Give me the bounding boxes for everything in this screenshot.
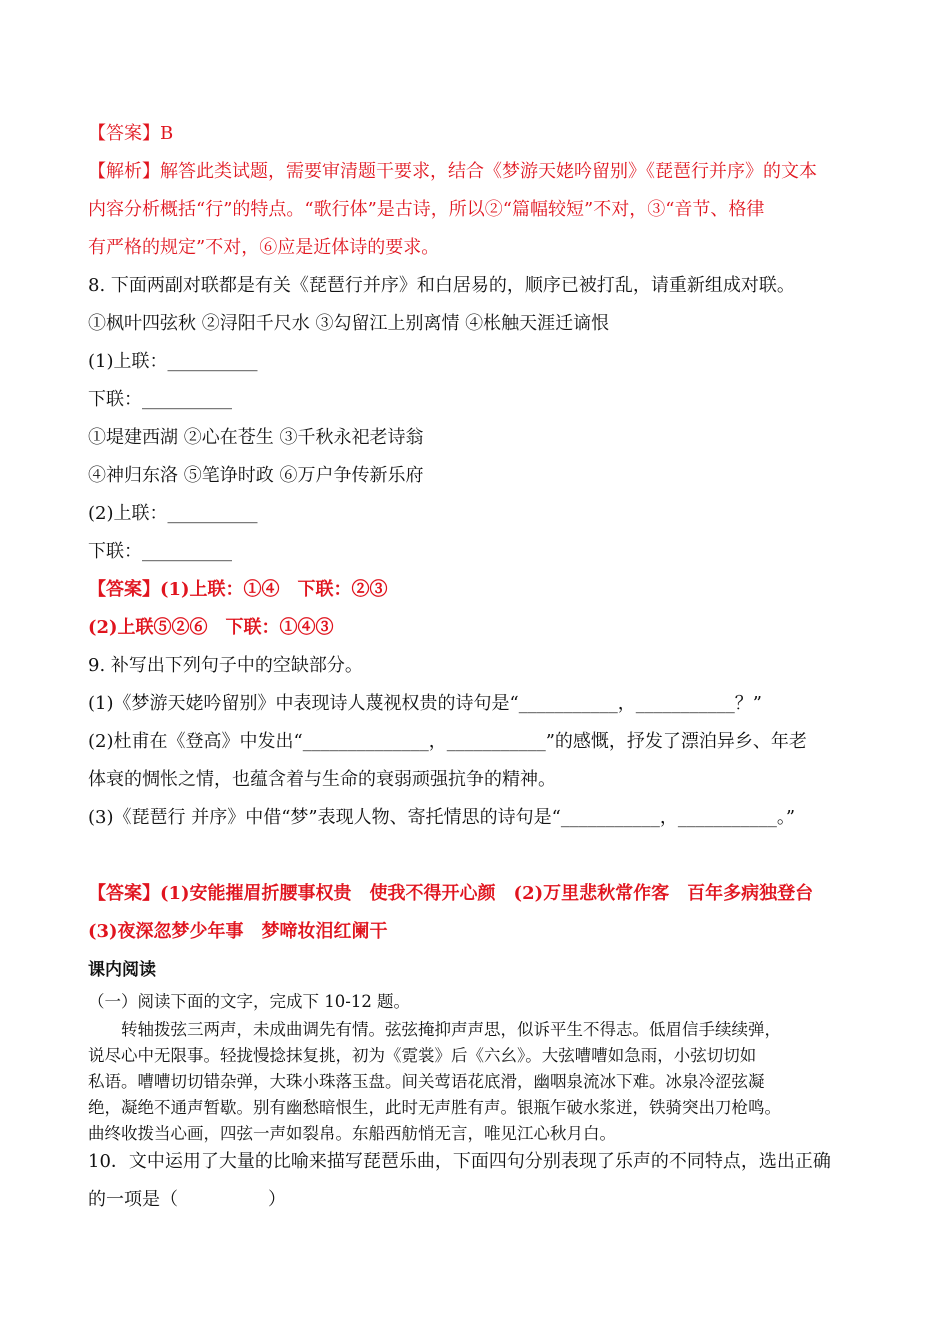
q9-item-3: (3)《琵琶行 并序》中借“梦”表现人物、寄托情思的诗句是“___________，___________。” [88,807,796,828]
q9-stem: 9. 补写出下列句子中的空缺部分。 [88,655,363,676]
q7-answer: 【答案】B [88,123,174,144]
q8-set2-lower-blank: 下联：__________ [88,541,232,562]
q9-answer-2: (3)夜深忽梦少年事 梦啼妆泪红阑干 [88,921,388,942]
q8-answer-2: (2)上联⑤②⑥ 下联：①④③ [88,617,334,638]
q10-stem-line-1: 10．文中运用了大量的比喻来描写琵琶乐曲，下面四句分别表现了乐声的不同特点，选出正确 [88,1151,831,1172]
q8-set1-upper-blank: (1)上联：__________ [88,351,258,372]
q10-stem-line-2: 的一项是（ ） [88,1189,286,1210]
q9-item-1: (1)《梦游天姥吟留别》中表现诗人蔑视权贵的诗句是“___________，___________？” [88,693,762,714]
q8-set1-options: ①枫叶四弦秋 ②浔阳千尺水 ③勾留江上别离情 ④枨触天涯迁谪恨 [88,313,610,334]
passage-line-2: 说尽心中无限事。轻拢慢捻抹复挑，初为《霓裳》后《六幺》。大弦嘈嘈如急雨，小弦切切如 [88,1046,757,1065]
q9-answer-1: 【答案】(1)安能摧眉折腰事权贵 使我不得开心颜 (2)万里悲秋常作客 百年多病独登台 [88,883,814,904]
q8-set2-upper-blank: (2)上联：__________ [88,503,258,524]
reading-intro: （一）阅读下面的文字，完成下 10-12 题。 [88,992,411,1011]
q8-set2-options-a: ①堤建西湖 ②心在苍生 ③千秋永祀老诗翁 [88,427,424,448]
q8-stem: 8. 下面两副对联都是有关《琵琶行并序》和白居易的，顺序已被打乱，请重新组成对联。 [88,275,795,296]
passage-line-5: 曲终收拨当心画，四弦一声如裂帛。东船西舫悄无言，唯见江心秋月白。 [88,1124,616,1143]
q8-set1-lower-blank: 下联：__________ [88,389,232,410]
q8-answer-1: 【答案】(1)上联：①④ 下联：②③ [88,579,388,600]
reading-heading: 课内阅读 [88,960,156,980]
q7-analysis-line-2: 内容分析概括“行”的特点。“歌行体”是古诗，所以②“篇幅较短”不对，③“音节、格律 [88,199,765,220]
passage-line-3: 私语。嘈嘈切切错杂弹，大珠小珠落玉盘。间关莺语花底滑，幽咽泉流冰下难。冰泉冷涩弦凝 [88,1072,765,1091]
passage-line-1: 转轴拨弦三两声，未成曲调先有情。弦弦掩抑声声思，似诉平生不得志。低眉信手续续弹， [88,1020,781,1039]
passage-line-4: 绝，凝绝不通声暂歇。别有幽愁暗恨生，此时无声胜有声。银瓶乍破水浆迸，铁骑突出刀枪鸣。 [88,1098,781,1117]
q9-item-2b: 体衰的惆怅之情，也蕴含着与生命的衰弱顽强抗争的精神。 [88,769,556,790]
q9-item-2a: (2)杜甫在《登高》中发出“______________，___________”的感慨，抒发了漂泊异乡、年老 [88,731,807,752]
q7-analysis-line-1: 【解析】解答此类试题，需要审清题干要求，结合《梦游天姥吟留别》《琵琶行并序》的文本 [88,161,817,182]
q7-analysis-line-3: 有严格的规定”不对，⑥应是近体诗的要求。 [88,237,440,258]
q8-set2-options-b: ④神归东洛 ⑤笔诤时政 ⑥万户争传新乐府 [88,465,424,486]
